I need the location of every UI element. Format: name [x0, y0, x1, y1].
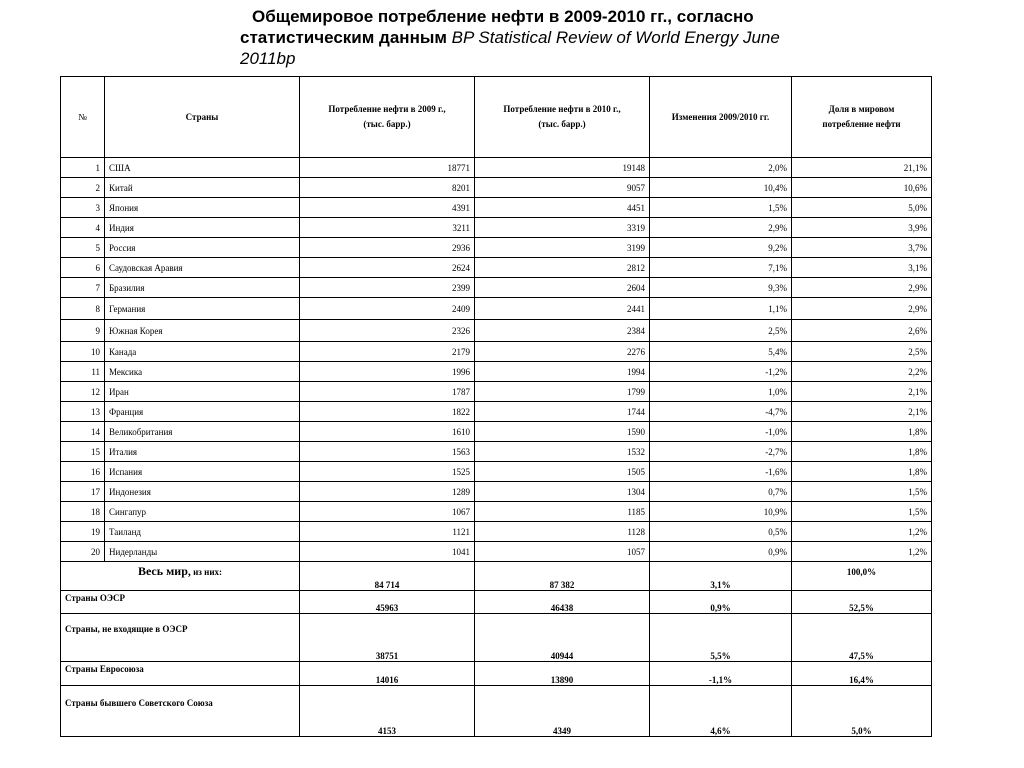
- summary-2009: 38751: [300, 614, 475, 662]
- title-source: BP Statistical Review of World Energy June: [446, 28, 780, 47]
- row-2009: 18771: [300, 158, 475, 178]
- row-2009: 1996: [300, 362, 475, 382]
- row-2010: 3319: [475, 218, 650, 238]
- summary-2009: 45963: [300, 591, 475, 614]
- title-line-3: 2011bp: [240, 49, 296, 68]
- title-line-2-bold: статистическим данным: [240, 28, 447, 47]
- row-change: 2,5%: [650, 320, 792, 342]
- table-row: [61, 320, 932, 342]
- header-share-line1: Доля в мировом: [828, 104, 895, 114]
- row-2010: 1744: [475, 402, 650, 422]
- row-change: 1,0%: [650, 382, 792, 402]
- summary-change: 4,6%: [650, 686, 792, 737]
- row-2010: 1532: [475, 442, 650, 462]
- row-change: 10,9%: [650, 502, 792, 522]
- row-2010: 1128: [475, 522, 650, 542]
- row-index: 19: [61, 522, 105, 542]
- row-2010: 9057: [475, 178, 650, 198]
- row-change: 10,4%: [650, 178, 792, 198]
- row-change: 7,1%: [650, 258, 792, 278]
- row-2010: 2604: [475, 278, 650, 298]
- row-2009: 1041: [300, 542, 475, 562]
- row-share: 2,9%: [792, 278, 932, 298]
- row-2010: 2276: [475, 342, 650, 362]
- header-share: [792, 77, 932, 158]
- row-2009: 1525: [300, 462, 475, 482]
- row-country: Канада: [105, 342, 300, 362]
- row-change: 0,9%: [650, 542, 792, 562]
- row-2009: 1610: [300, 422, 475, 442]
- header-num: №: [61, 77, 105, 158]
- row-country: Саудовская Аравия: [105, 258, 300, 278]
- summary-2009: 4153: [300, 686, 475, 737]
- header-2010: [475, 77, 650, 158]
- row-index: 17: [61, 482, 105, 502]
- row-index: 20: [61, 542, 105, 562]
- row-2009: 2179: [300, 342, 475, 362]
- table-row: [61, 198, 932, 218]
- row-2010: 1994: [475, 362, 650, 382]
- row-country: Франция: [105, 402, 300, 422]
- summary-label: Страны, не входящие в ОЭСР: [61, 614, 300, 662]
- table-row: [61, 178, 932, 198]
- table-header-row: [61, 77, 932, 158]
- summary-row-eu: [61, 662, 932, 686]
- table-row: [61, 298, 932, 320]
- header-2010-line1: Потребление нефти в 2010 г.,: [503, 104, 621, 114]
- row-2010: 19148: [475, 158, 650, 178]
- row-share: 2,9%: [792, 298, 932, 320]
- row-country: Мексика: [105, 362, 300, 382]
- document-title: [240, 6, 820, 69]
- summary-2010: 46438: [475, 591, 650, 614]
- row-country: Иран: [105, 382, 300, 402]
- summary-change: 3,1%: [650, 562, 792, 591]
- row-index: 16: [61, 462, 105, 482]
- row-index: 14: [61, 422, 105, 442]
- row-share: 3,1%: [792, 258, 932, 278]
- table-row: [61, 238, 932, 258]
- table-row: [61, 502, 932, 522]
- summary-row-world: [61, 562, 932, 591]
- row-country: Нидерланды: [105, 542, 300, 562]
- row-2010: 1304: [475, 482, 650, 502]
- summary-change: 5,5%: [650, 614, 792, 662]
- row-country: Индия: [105, 218, 300, 238]
- summary-row-non-oecd: [61, 614, 932, 662]
- row-change: 1,5%: [650, 198, 792, 218]
- row-country: Южная Корея: [105, 320, 300, 342]
- row-share: 2,1%: [792, 402, 932, 422]
- row-country: Индонезия: [105, 482, 300, 502]
- summary-label: Страны ОЭСР: [61, 591, 300, 614]
- summary-share: 47,5%: [792, 614, 932, 662]
- header-2009-line1: Потребление нефти в 2009 г.,: [328, 104, 446, 114]
- table-row: [61, 158, 932, 178]
- row-2009: 1067: [300, 502, 475, 522]
- oil-consumption-table: [60, 76, 932, 737]
- row-change: -1,6%: [650, 462, 792, 482]
- row-index: 18: [61, 502, 105, 522]
- row-2010: 3199: [475, 238, 650, 258]
- row-share: 5,0%: [792, 198, 932, 218]
- row-share: 1,2%: [792, 542, 932, 562]
- header-country: Страны: [105, 77, 300, 158]
- summary-2010: 13890: [475, 662, 650, 686]
- row-index: 5: [61, 238, 105, 258]
- summary-2009: 14016: [300, 662, 475, 686]
- table-row: [61, 462, 932, 482]
- summary-row-oecd: [61, 591, 932, 614]
- row-index: 13: [61, 402, 105, 422]
- row-change: 2,0%: [650, 158, 792, 178]
- summary-2010: 40944: [475, 614, 650, 662]
- row-2009: 4391: [300, 198, 475, 218]
- row-2009: 2399: [300, 278, 475, 298]
- table-row: [61, 542, 932, 562]
- row-country: Германия: [105, 298, 300, 320]
- row-share: 1,8%: [792, 422, 932, 442]
- row-2010: 2441: [475, 298, 650, 320]
- table-row: [61, 278, 932, 298]
- row-change: 9,3%: [650, 278, 792, 298]
- row-change: 9,2%: [650, 238, 792, 258]
- table-row: [61, 402, 932, 422]
- row-index: 7: [61, 278, 105, 298]
- row-2009: 2409: [300, 298, 475, 320]
- row-share: 3,9%: [792, 218, 932, 238]
- row-index: 1: [61, 158, 105, 178]
- row-2009: 2326: [300, 320, 475, 342]
- row-country: Китай: [105, 178, 300, 198]
- row-share: 21,1%: [792, 158, 932, 178]
- row-2009: 1563: [300, 442, 475, 462]
- row-country: Италия: [105, 442, 300, 462]
- row-2010: 1185: [475, 502, 650, 522]
- table-row: [61, 522, 932, 542]
- row-index: 12: [61, 382, 105, 402]
- row-share: 2,5%: [792, 342, 932, 362]
- row-index: 2: [61, 178, 105, 198]
- row-2009: 1822: [300, 402, 475, 422]
- row-country: Сингапур: [105, 502, 300, 522]
- row-change: -1,0%: [650, 422, 792, 442]
- row-share: 2,6%: [792, 320, 932, 342]
- row-2010: 2812: [475, 258, 650, 278]
- row-country: Таиланд: [105, 522, 300, 542]
- header-2009: [300, 77, 475, 158]
- summary-2010: 87 382: [475, 562, 650, 591]
- row-index: 4: [61, 218, 105, 238]
- row-2010: 1590: [475, 422, 650, 442]
- table-row: [61, 362, 932, 382]
- summary-row-ussr: [61, 686, 932, 737]
- summary-2010: 4349: [475, 686, 650, 737]
- row-change: 2,9%: [650, 218, 792, 238]
- row-change: 1,1%: [650, 298, 792, 320]
- row-2009: 8201: [300, 178, 475, 198]
- row-share: 1,5%: [792, 482, 932, 502]
- row-index: 6: [61, 258, 105, 278]
- summary-2009: 84 714: [300, 562, 475, 591]
- row-country: Япония: [105, 198, 300, 218]
- summary-change: 0,9%: [650, 591, 792, 614]
- row-country: США: [105, 158, 300, 178]
- header-change: Изменения 2009/2010 гг.: [650, 77, 792, 158]
- row-index: 15: [61, 442, 105, 462]
- summary-share: 100,0%: [792, 562, 932, 591]
- row-2009: 1121: [300, 522, 475, 542]
- world-label-small: из них:: [190, 567, 223, 577]
- row-index: 9: [61, 320, 105, 342]
- title-line-2: [240, 27, 820, 48]
- table-row: [61, 442, 932, 462]
- summary-share: 5,0%: [792, 686, 932, 737]
- world-label-big: Весь мир,: [137, 564, 191, 578]
- row-share: 3,7%: [792, 238, 932, 258]
- row-country: Бразилия: [105, 278, 300, 298]
- row-change: -4,7%: [650, 402, 792, 422]
- row-share: 10,6%: [792, 178, 932, 198]
- row-2009: 1289: [300, 482, 475, 502]
- header-share-line2: потребление нефти: [822, 119, 901, 129]
- row-share: 1,8%: [792, 442, 932, 462]
- row-index: 8: [61, 298, 105, 320]
- summary-label: Страны Евросоюза: [61, 662, 300, 686]
- row-2010: 1799: [475, 382, 650, 402]
- row-2009: 1787: [300, 382, 475, 402]
- row-share: 1,5%: [792, 502, 932, 522]
- summary-label: Страны бывшего Советского Союза: [61, 686, 300, 737]
- row-2010: 4451: [475, 198, 650, 218]
- row-2010: 2384: [475, 320, 650, 342]
- row-index: 10: [61, 342, 105, 362]
- row-change: 5,4%: [650, 342, 792, 362]
- row-country: Великобритания: [105, 422, 300, 442]
- table-row: [61, 258, 932, 278]
- summary-share: 52,5%: [792, 591, 932, 614]
- summary-change: -1,1%: [650, 662, 792, 686]
- row-change: -1,2%: [650, 362, 792, 382]
- row-index: 3: [61, 198, 105, 218]
- table-row: [61, 218, 932, 238]
- summary-label-world: [61, 562, 300, 591]
- row-change: 0,5%: [650, 522, 792, 542]
- summary-share: 16,4%: [792, 662, 932, 686]
- title-line-1: Общемировое потребление нефти в 2009-2010 гг., согласно: [252, 7, 754, 26]
- row-2010: 1505: [475, 462, 650, 482]
- row-change: 0,7%: [650, 482, 792, 502]
- row-country: Испания: [105, 462, 300, 482]
- row-share: 2,2%: [792, 362, 932, 382]
- row-2010: 1057: [475, 542, 650, 562]
- row-2009: 2624: [300, 258, 475, 278]
- row-country: Россия: [105, 238, 300, 258]
- table-row: [61, 482, 932, 502]
- row-2009: 2936: [300, 238, 475, 258]
- row-share: 1,8%: [792, 462, 932, 482]
- row-2009: 3211: [300, 218, 475, 238]
- row-share: 2,1%: [792, 382, 932, 402]
- row-share: 1,2%: [792, 522, 932, 542]
- row-change: -2,7%: [650, 442, 792, 462]
- header-2010-line2: (тыс. барр.): [538, 119, 586, 129]
- table-row: [61, 382, 932, 402]
- row-index: 11: [61, 362, 105, 382]
- table-row: [61, 422, 932, 442]
- table-row: [61, 342, 932, 362]
- header-2009-line2: (тыс. барр.): [363, 119, 411, 129]
